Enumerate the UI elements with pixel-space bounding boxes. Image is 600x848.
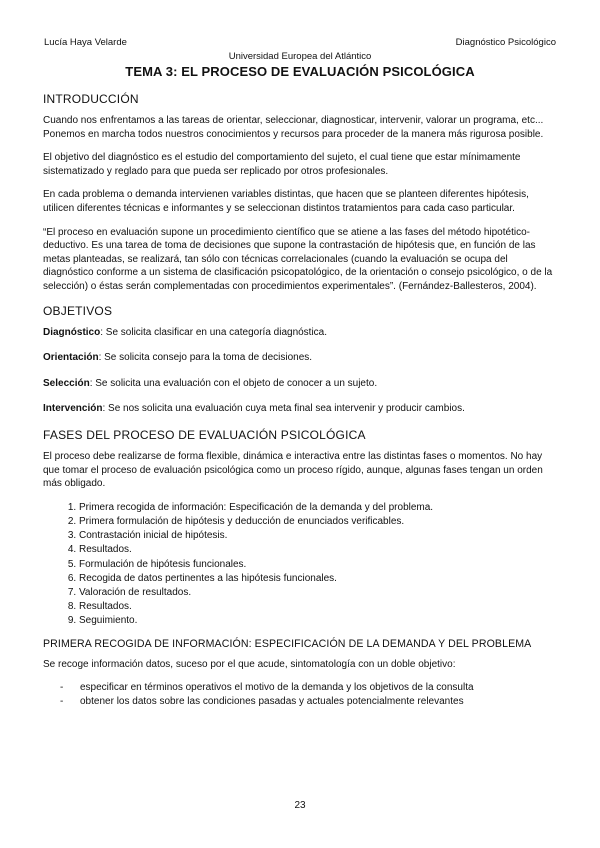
list-item: 5. Formulación de hipótesis funcionales. [79,558,559,572]
list-item-text: especificar en términos operativos el motivo de la demanda y los objetivos de la consulta [80,682,474,694]
first-collection-list [43,681,559,709]
objective-text: : Se nos solicita una evaluación cuya meta final sea intervenir y producir cambios. [102,403,465,415]
list-item: 9. Seguimiento. [79,614,559,628]
list-item: 2. Primera formulación de hipótesis y deducción de enunciados verificables. [79,515,559,529]
list-item: 1. Primera recogida de información: Especificación de la demanda y del problema. [79,501,559,515]
list-item: 3. Contrastación inicial de hipótesis. [79,529,559,543]
objective-term: Diagnóstico [43,326,101,338]
phases-heading: FASES DEL PROCESO DE EVALUACIÓN PSICOLÓGICA [43,427,366,442]
objective-term: Intervención [43,403,103,415]
list-item [60,695,559,709]
phases-paragraph: El proceso debe realizarse de forma flexible, dinámica e interactiva entre las distintas fases o momentos. No hay que tomar el proceso de evaluación psicológica como un proceso rígido, aunque, algunas fases tengan un orden más obligado. [43,450,543,490]
objectives-section [43,304,559,416]
intro-paragraph-1: Cuando nos enfrentamos a las tareas de orientar, seleccionar, diagnosticar, intervenir, valorar un programa, etc... Ponemos en marcha todos nuestros conocimientos y recursos para proceder de la manera más rigurosa posible. [43,115,544,140]
objective-text: : Se solicita una evaluación con el objeto de conocer a un sujeto. [89,377,378,389]
first-collection-paragraph: Se recoge información datos, suceso por el que acude, sintomatología con un doble objetivo: [43,658,456,670]
objective-seleccion [43,377,559,391]
page-title: TEMA 3: EL PROCESO DE EVALUACIÓN PSICOLÓGICA [125,64,475,79]
dash-marker: - [60,682,64,694]
list-item: 6. Recogida de datos pertinentes a las hipótesis funcionales. [79,572,559,586]
list-item: 8. Resultados. [79,600,559,614]
header-author: Lucía Haya Velarde [44,37,127,48]
objectives-heading: OBJETIVOS [43,303,113,318]
objective-intervencion [43,402,559,416]
objective-term: Orientación [43,352,99,364]
header-course: Diagnóstico Psicológico [455,37,556,48]
intro-heading: INTRODUCCIÓN [43,92,139,106]
phases-list [43,501,559,629]
objective-text: : Se solicita consejo para la toma de decisiones. [98,352,313,364]
list-item: 7. Valoración de resultados. [79,586,559,600]
header-university: Universidad Europea del Atlántico [228,51,372,62]
intro-paragraph-3: En cada problema o demanda intervienen variables distintas, que hacen que se planteen diferentes hipótesis, utilicen diferentes técnicas e informantes y se seleccionan distintos tratamientos para cada caso particular. [43,189,529,214]
objective-text: : Se solicita clasificar en una categoría diagnóstica. [100,326,328,338]
first-collection-section [43,638,559,710]
list-item [60,681,559,695]
dash-marker: - [60,696,64,708]
phases-section [43,428,559,629]
intro-paragraph-2: El objetivo del diagnóstico es el estudio del comportamiento del sujeto, el cual tiene que estar mínimamente sistematizado y reglado para que pueda ser replicado por otros profesionales. [43,152,521,177]
document-body [43,92,559,710]
objective-diagnostico [43,326,559,340]
list-item-text: obtener los datos sobre las condiciones pasadas y actuales potencialmente relevantes [80,696,464,708]
intro-section [43,92,559,294]
objective-term: Selección [43,377,90,389]
objective-orientacion [43,351,559,365]
first-collection-heading: PRIMERA RECOGIDA DE INFORMACIÓN: ESPECIFICACIÓN DE LA DEMANDA Y DEL PROBLEMA [43,637,532,650]
list-item: 4. Resultados. [79,543,559,557]
page-number: 23 [294,800,306,811]
intro-quote-paragraph: “El proceso en evaluación supone un procedimiento científico que se atiene a las fases del método hipotético-deductivo. Es una tarea de toma de decisiones que supone la contrastación de hipótesis que, en función de las metas planteadas, se realizará, tan sólo con técnicas correlacionales (cuando la evaluación se ocupa del diagnóstico conforme a un sistema de clasificación psicopatológico, de la orientación o consejo psicológico, o de la selección) o éstas serán complementadas con procedimientos experimentales”. (Fernández-Ballesteros, 2004). [43,226,553,292]
